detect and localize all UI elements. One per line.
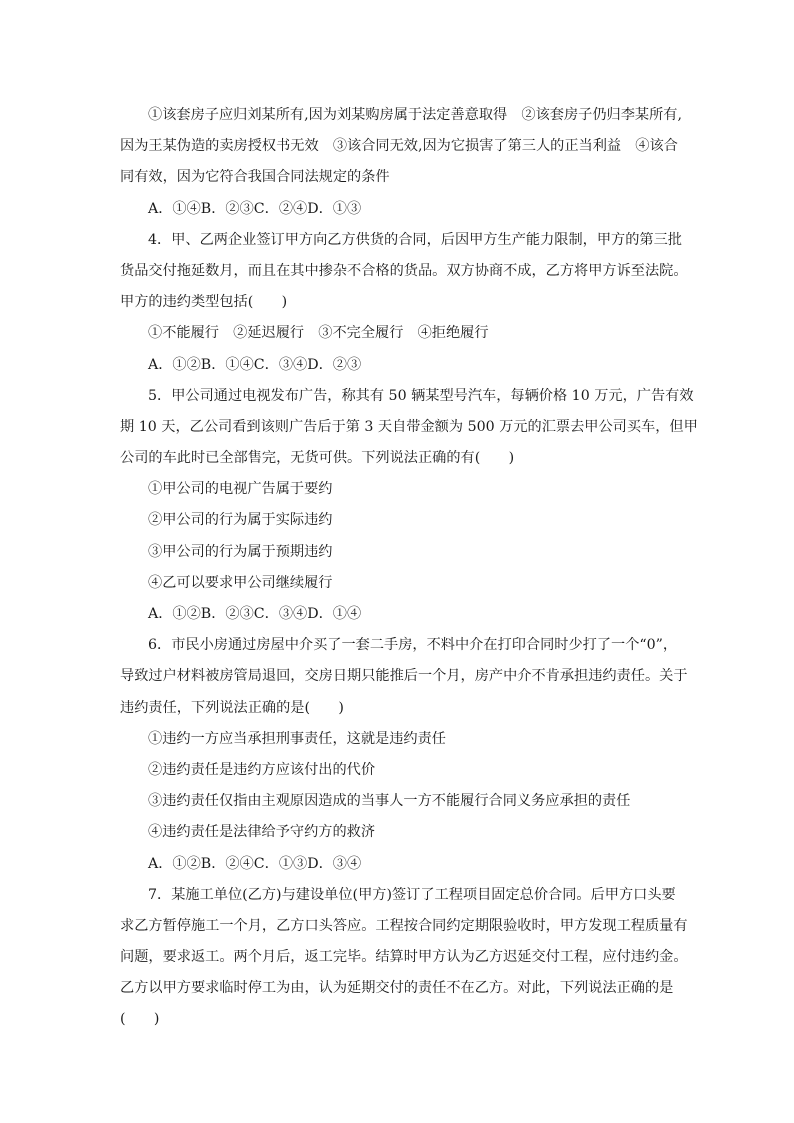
q6-option-2: ②违约责任是违约方应该付出的代价 (148, 761, 376, 778)
q4-options: ①不能履行 ②延迟履行 ③不完全履行 ④拒绝履行 (148, 325, 489, 342)
q4-stem-line-3: 甲方的违约类型包括( ) (120, 294, 288, 311)
q5-option-2: ②甲公司的行为属于实际违约 (148, 512, 333, 529)
q6-option-1: ①违约一方应当承担刑事责任，这就是违约责任 (148, 730, 446, 747)
q7-stem-line-2: 求乙方暂停施工一个月，乙方口头答应。工程按合同约定期限验收时，甲方发现工程质量有 (120, 917, 688, 934)
q7-stem-line-5: ( ) (120, 1011, 160, 1028)
q5-option-3: ③甲公司的行为属于预期违约 (148, 543, 333, 560)
q6-stem-line-1: 6．市民小房通过房屋中介买了一套二手房，不料中介在打印合同时少打了一个“0”， (148, 637, 678, 654)
q5-stem-line-1: 5．甲公司通过电视发布广告，称其有 50 辆某型号汽车，每辆价格 10 万元，广告有效 (148, 387, 694, 404)
q6-option-3: ③违约责任仅指由主观原因造成的当事人一方不能履行合同义务应承担的责任 (148, 793, 631, 810)
q4-answer-choices: A．①②B．①④C．③④D．②③ (148, 356, 362, 373)
q5-option-1: ①甲公司的电视广告属于要约 (148, 481, 333, 498)
q6-option-4: ④违约责任是法律给予守约方的救济 (148, 824, 376, 841)
q7-stem-line-3: 问题，要求返工。两个月后，返工完毕。结算时甲方认为乙方迟延交付工程，应付违约金。 (120, 949, 688, 966)
q5-stem-line-3: 公司的车此时已全部售完，无货可供。下列说法正确的有( ) (120, 450, 515, 467)
q5-stem-line-2: 期 10 天，乙公司看到该则广告后于第 3 天自带金额为 500 万元的汇票去甲公司买车，但甲 (120, 418, 698, 435)
q4-stem-line-2: 货品交付拖延数月，而且在其中掺杂不合格的货品。双方协商不成，乙方将甲方诉至法院。 (120, 262, 688, 279)
q3-option-text-line-1: ①该套房子应归刘某所有,因为刘某购房属于法定善意取得 ②该套房子仍归李某所有, (148, 107, 682, 123)
q5-answer-choices: A．①②B．②③C．③④D．①④ (148, 606, 362, 622)
document-body (120, 100, 698, 1036)
q6-stem-line-3: 违约责任，下列说法正确的是( ) (120, 699, 344, 716)
q3-option-text-line-2: 因为王某伪造的卖房授权书无效 ③该合同无效,因为它损害了第三人的正当利益 ④该合 (120, 138, 678, 155)
q3-option-text-line-3: 同有效，因为它符合我国合同法规定的条件 (120, 169, 390, 186)
q7-stem-line-4: 乙方以甲方要求临时停工为由，认为延期交付的责任不在乙方。对此，下列说法正确的是 (120, 980, 674, 997)
q6-answer-choices: A．①②B．②④C．①③D．③④ (148, 855, 362, 872)
q7-stem-line-1: 7．某施工单位(乙方)与建设单位(甲方)签订了工程项目固定总价合同。后甲方口头要 (148, 886, 676, 903)
q3-answer-choices: A．①④B．②③C．②④D．①③ (148, 200, 362, 217)
q4-stem-line-1: 4．甲、乙两企业签订甲方向乙方供货的合同，后因甲方生产能力限制，甲方的第三批 (148, 231, 682, 248)
q6-stem-line-2: 导致过户材料被房管局退回，交房日期只能推后一个月，房产中介不肯承担违约责任。关于 (120, 668, 688, 685)
q5-option-4: ④乙可以要求甲公司继续履行 (148, 574, 333, 591)
